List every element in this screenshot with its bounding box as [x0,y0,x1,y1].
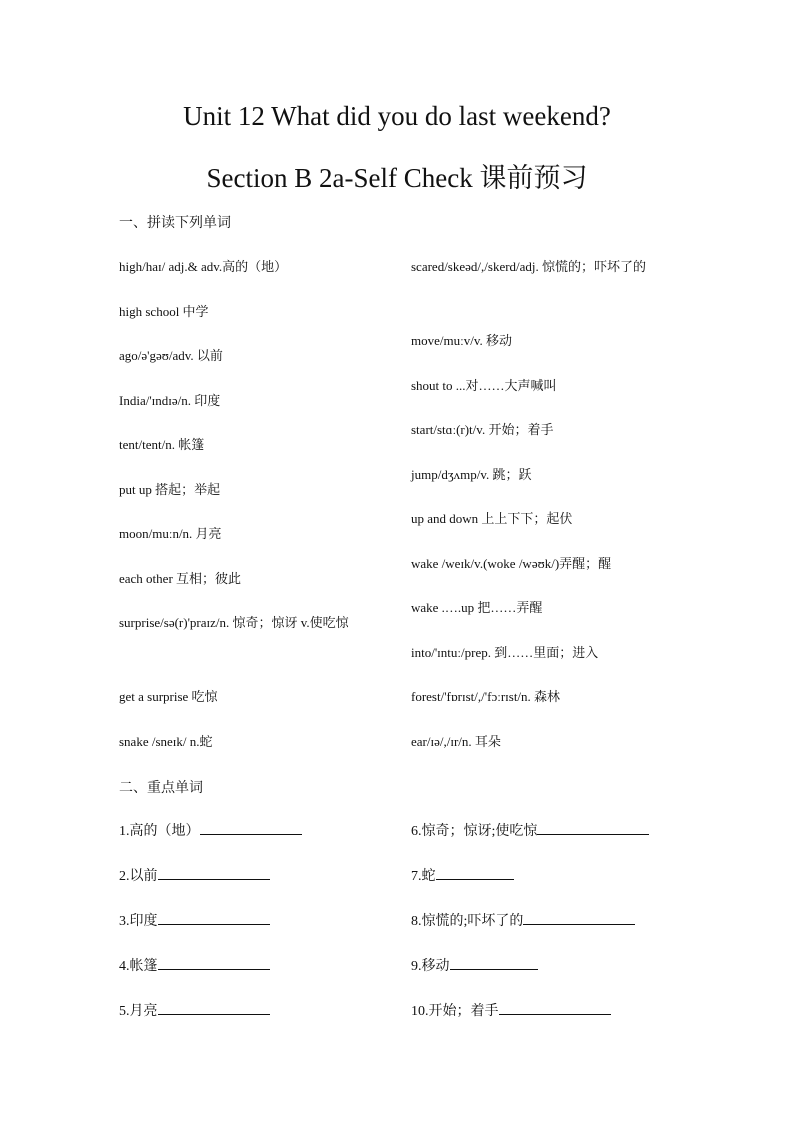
answer-blank[interactable] [436,864,514,880]
exercise-prompt: 4.帐篷 [119,959,158,974]
vocab-item: high/haɪ/ adj.& adv.高的（地） [119,259,288,274]
answer-blank[interactable] [158,954,270,970]
exercise-item [119,907,389,952]
vocab-right-column [411,252,681,771]
vocab-item: snake /sneɪk/ n.蛇 [119,733,213,749]
exercise-item [119,997,389,1042]
exercise-item [411,862,681,907]
exercise-item [119,862,389,907]
vocab-item: move/muːv/v. 移动 [411,333,512,348]
exercise-item [411,817,681,862]
answer-blank[interactable] [499,999,611,1015]
vocab-item: put up 搭起；举起 [119,481,221,497]
answer-blank[interactable] [523,909,635,925]
vocab-item: moon/muːn/n. 月亮 [119,526,222,541]
exercise-item [411,997,681,1042]
answer-blank[interactable] [158,909,270,925]
exercise-prompt: 7.蛇 [411,869,436,884]
vocab-item: up and down 上上下下；起伏 [411,511,573,526]
section2-heading: 二、重点单词 [119,780,203,796]
exercise-item [411,952,681,997]
vocab-item: wake .….up 把……弄醒 [411,600,543,615]
vocab-item: ago/ə'gəʊ/adv. 以前 [119,348,223,363]
exercise-prompt: 9.移动 [411,959,450,974]
vocab-item: forest/'fɒrɪst/,/'fɔːrɪst/n. 森林 [411,689,561,704]
answer-blank[interactable] [537,819,649,835]
exercise-left-column [119,817,389,1042]
vocab-item: each other 互相；彼此 [119,570,242,586]
page-title: Unit 12 What did you do last weekend? [183,101,611,131]
vocab-item: shout to ...对……大声喊叫 [411,377,557,393]
answer-blank[interactable] [200,819,302,835]
page-subtitle: Section B 2a-Self Check 课前预习 [206,163,588,193]
answer-blank[interactable] [158,864,270,880]
exercise-prompt: 8.惊慌的;吓坏了的 [411,914,524,929]
vocab-item: ear/ɪə/,/ɪr/n. 耳朵 [411,733,501,749]
exercise-prompt: 2.以前 [119,869,158,884]
exercise-item [119,817,389,862]
exercise-prompt: 6.惊奇；惊讶;使吃惊 [411,824,538,839]
exercise-prompt: 3.印度 [119,914,158,929]
vocab-item: start/stɑː(r)t/v. 开始；着手 [411,422,554,437]
vocab-item: surprise/sə(r)'praɪz/n. 惊奇；惊讶 v.使吃惊 [119,615,349,630]
vocab-item: scared/skeəd/,/skerd/adj. 惊慌的；吓坏了的 [411,259,647,274]
exercise-prompt: 10.开始；着手 [411,1004,499,1019]
exercise-prompt: 1.高的（地） [119,824,200,839]
vocab-item: tent/tent/n. 帐篷 [119,437,205,452]
exercise-item [119,952,389,997]
exercise-item [411,907,681,952]
vocab-left-column [119,252,389,771]
vocab-item: high school 中学 [119,303,209,319]
vocab-item: wake /weɪk/v.(woke /wəʊk/)弄醒；醒 [411,555,612,571]
section1-heading: 一、拼读下列单词 [119,215,231,231]
vocab-item: into/'ɪntuː/prep. 到……里面；进入 [411,644,599,660]
vocab-item: jump/dʒʌmp/v. 跳；跃 [411,466,532,482]
vocab-item: get a surprise 吃惊 [119,689,218,704]
exercise-prompt: 5.月亮 [119,1004,158,1019]
vocab-item: India/'ɪndɪə/n. 印度 [119,392,221,408]
exercise-right-column [411,817,681,1042]
answer-blank[interactable] [158,999,270,1015]
answer-blank[interactable] [450,954,538,970]
